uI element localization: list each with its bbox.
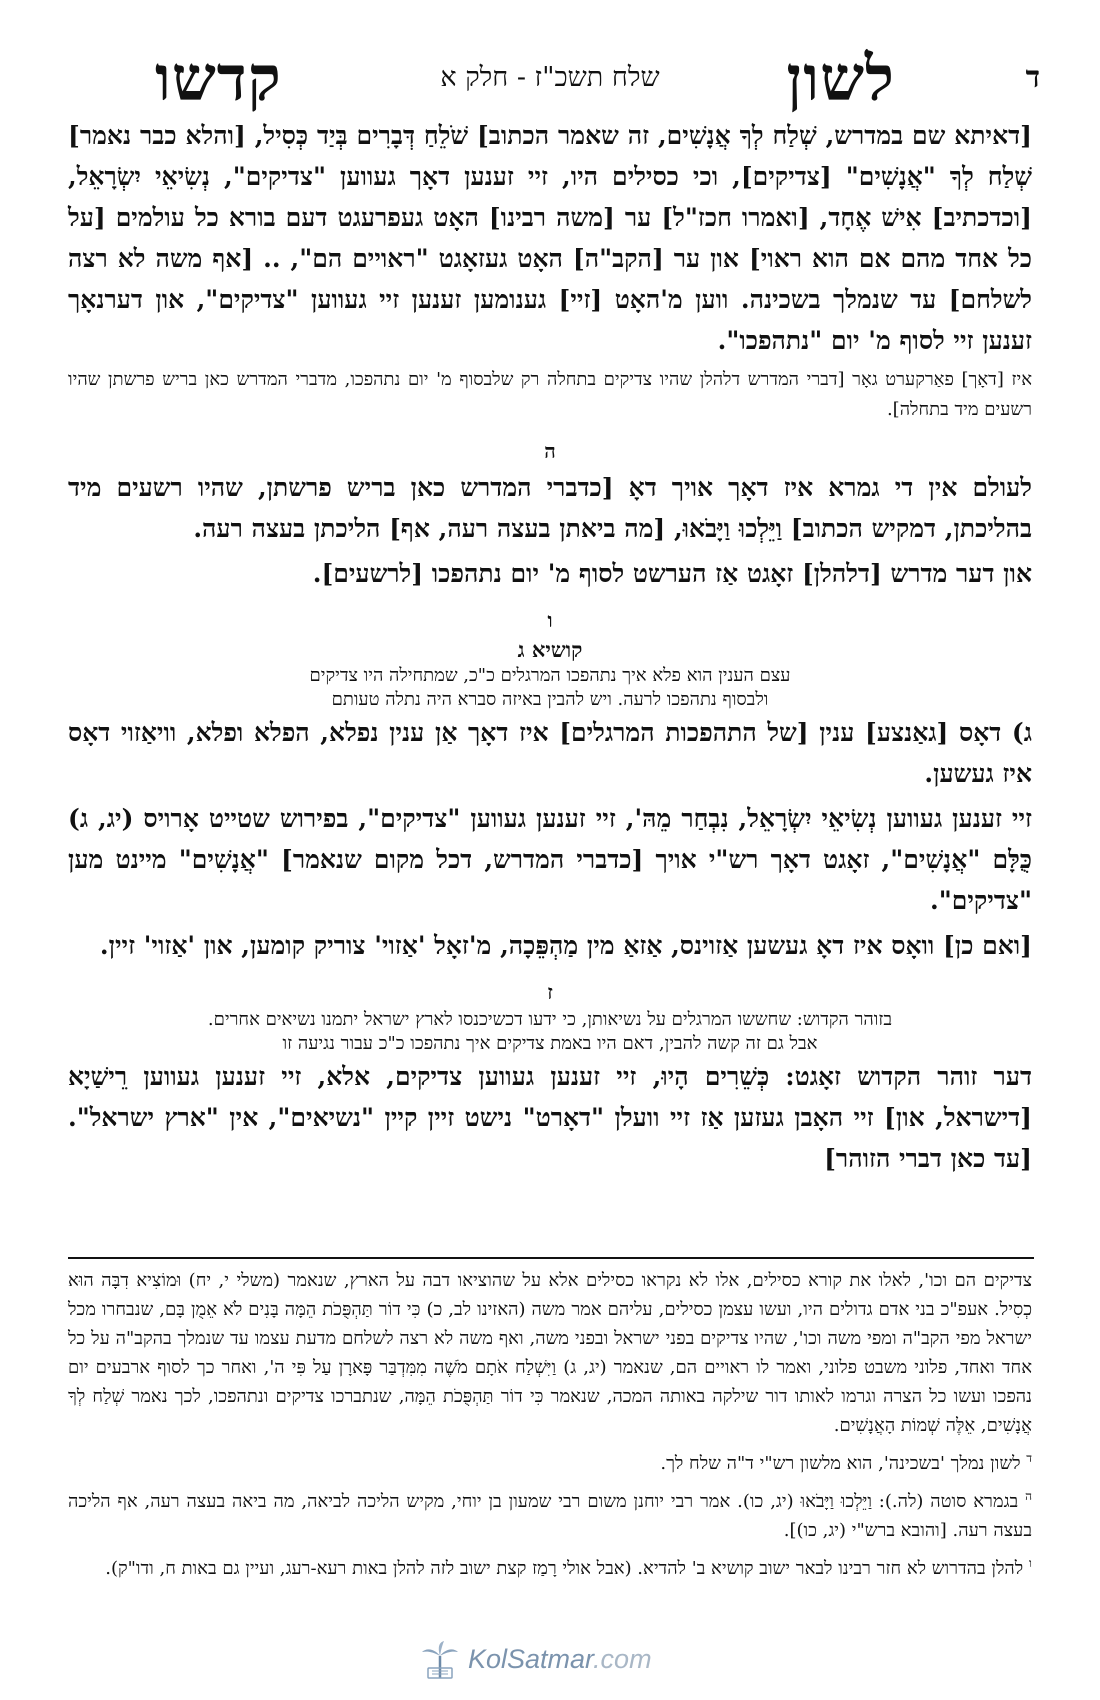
page-number: ד (1025, 60, 1040, 95)
footnote-text: להלן בהדרוש לא חזר רבינו לבאר ישוב קושיא ב' להדיא. (אבל אולי רָמַז קצת ישוב לזה להלן באות רעא-רעג, ועיין גם באות ח, ודו"ק). (105, 1558, 1024, 1579)
footnote-text: לשון נמלך 'בשכינה', הוא מלשון רש"י ד"ה שלח לך. (660, 1453, 1021, 1474)
footnote-mark: ד (1026, 1451, 1032, 1465)
logo-tld: .com (593, 1644, 652, 1674)
running-title-right: לשון (786, 42, 895, 115)
site-logo[interactable] (420, 1640, 680, 1680)
running-subtitle: שלח תשכ"ז - חלק א (440, 62, 660, 93)
footnote (68, 1266, 1032, 1440)
paragraph: דער זוהר הקדוש זאָגט: כְּשֵׁרִים הָיוּ, זיי זענען געווען צדיקים, אלא, זיי זענען געווען רֵישַׁיָא [דישראל, און] זיי האָבן געזען אַז זיי וועלן "דאָרט" נישט זיין קיין "נשיאים", אין "ארץ ישראל". [עד כאן דברי הזוהר] (68, 1062, 1032, 1173)
footnote (68, 1482, 1032, 1545)
paragraph: זיי זענען געווען נְשִׂיאֵי יִשְׂרָאֵל, נִבְחַר מֵהּ', זיי זענען געווען "צדיקים", בפירוש שטייט אָרויס (יג, ג) כֻּלָּם "אֲנָשִׁים", זאָגט דאָך רש"י אויך [כדברי המדרש, דכל מקום שנאמר] "אֲנָשִׁים" מיינט מען "צדיקים". (68, 804, 1032, 915)
paragraph: [דאיתא שם במדרש, שְׁלַח לְךָ אֲנָשִׁים, זה שאמר הכתוב] שֹׁלֵחַ דְּבָרִים בְּיַד כְּסִיל, [והלא כבר נאמר] שְׁלַח לְךָ "אֲנָשִׁים" [צדיקים], וכי כסילים היו, זיי זענען דאָך געווען "צדיקים", נְשִׂיאֵי יִשְׂרָאֵל, [וכדכתיב] אִישׁ אֶחָד, [ואמרו חכז"ל] ער [משה רבינו] האָט געפרעגט דעם בורא כל עולמים [על כל אחד מהם אם הוא ראוי] און ער [הקב"ה] האָט געזאָגט "ראויים הם", .. [אף משה לא רצה לשלחם] עד שנמלך בשכינה. ווען מ'האָט [זיי] גענומען זענען זיי געווען "צדיקים", און דערנאָך זענען זיי לסוף מ' יום "נתהפכו". (68, 121, 1032, 355)
section-heading-zayin: ז (547, 980, 553, 1004)
footnote-mark: ו (1028, 1556, 1032, 1570)
paragraph: [ואם כן] וואָס איז דאָ געשען אַזוינס, אַזאַ מין מַהְפֵּכָה, מ'זאָל 'אַזוי' צוריק קומען, און 'אַזוי' זיין. (99, 931, 1032, 960)
footnote (68, 1444, 1032, 1478)
zohar-summary-line: אבל גם זה קשה להבין, דאם היו באמת צדיקים איך נתהפכו כ"כ עבור נגיעה זו (282, 1033, 818, 1054)
kushya-line: ולבסוף נתהפכו לרעה. ויש להבין באיזה סברא היה נתלה טעותם (331, 689, 769, 710)
logo-name: KolSatmar (468, 1644, 594, 1674)
footnote-mark: ה (1025, 1489, 1032, 1503)
footnote (68, 1549, 1032, 1583)
section-heading-he: ה (544, 439, 556, 463)
footnote-text: צדיקים הם וכו', לאלו את קורא כסילים, אלו לא נקראו כסילים אלא על שהוציאו דבה על הארץ, שנאמר (משלי י, יח) וּמוֹצִיא דִבָּה הוּא כְסִיל. אעפ"כ בני אדם גדולים היו, ועשו עצמן כסילים, עליהם אמר משה (האזינו לב, כ) כִּי דוֹר תַּהְפֻּכֹת הֵמָּה בָּנִים לֹא אֵמֻן בָּם, שנבחרו מכל ישראל מפי הקב"ה ומפי משה וכו', שהיו צדיקים בפני ישראל ובפני משה, ואף משה לא רצה לשלחם מדעת עצמו עד שנמלך בהקב"ה על כל אחד ואחד, פלוני משבט פלוני, ואמר לו ראויים הם, שנאמר (יג, ג) וַיִּשְׁלַח אֹתָם מֹשֶׁה מִמִּדְבַּר פָּארָן עַל פִּי ה', ואחר כך לסוף ארבעים יום נהפכו ועשו כל הצרה וגרמו לאותו דור שילקה באותה המכה, שנאמר כִּי דוֹר תַּהְפֻּכֹת הֵמָּה, שנתברכו צדיקים ונתהפכו, לכך נאמר שְׁלַח לְךָ אֲנָשִׁים, אֵלֶּה שְׁמוֹת הָאֲנָשִׁים. (68, 1270, 1032, 1436)
section-heading-vav: ו (547, 608, 553, 632)
paragraph-small: איז [דאָך] פאַרקערט גאָר [דברי המדרש דלהלן שהיו צדיקים בתחלה רק שלבסוף מ' יום נתהפכו, מדברי המדרש כאן בריש פרשתן שהיו רשעים מיד בתחלה]. (68, 369, 1032, 420)
footnote-divider (68, 1257, 1034, 1259)
zohar-summary-line: בזוהר הקדוש: שחששו המרגלים על נשיאותן, כי ידעו דכשיכנסו לארץ ישראל יתמנו נשיאים אחרים. (207, 1009, 893, 1030)
paragraph: לעולם אין די גמרא איז דאָך אויך דאָ [כדברי המדרש כאן בריש פרשתן, שהיו רשעים מיד בהליכתן, דמקיש הכתוב] וַיֵּלְכוּ וַיָּבֹאוּ, [מה ביאתן בעצה רעה, אף] הליכתן בעצה רעה. (68, 473, 1032, 543)
page-header (60, 42, 1040, 115)
kushya-line: עצם הענין הוא פלא איך נתהפכו המרגלים כ"כ, שמתחילה היו צדיקים (309, 665, 791, 686)
logo-text (468, 1644, 652, 1675)
footnotes (68, 1266, 1032, 1587)
paragraph: ג) דאָס [גאַנצע] ענין [של התהפכות המרגלים] איז דאָך אַן ענין נפלא, הפלא ופלא, וויאַזוי דאָס איז געשען. (68, 718, 1032, 788)
paragraph: און דער מדרש [דלהלן] זאָגט אַז הערשט לסוף מ' יום נתהפכו [לרשעים]. (312, 559, 1032, 588)
main-text (68, 115, 1032, 1183)
kushya-title: קושיא ג (517, 637, 583, 662)
running-title-left: קדשו (155, 42, 282, 115)
footnote-text: בגמרא סוטה (לה.): וַיֵּלְכוּ וַיָּבֹאוּ (יג, כו). אמר רבי יוחנן משום רבי שמעון בן יוחי, מקיש הליכה לביאה, מה ביאה בעצה רעה, אף הליכה בעצה רעה. [והובא ברש"י (יג, כו)]. (68, 1491, 1032, 1541)
palm-tree-icon (420, 1640, 460, 1680)
